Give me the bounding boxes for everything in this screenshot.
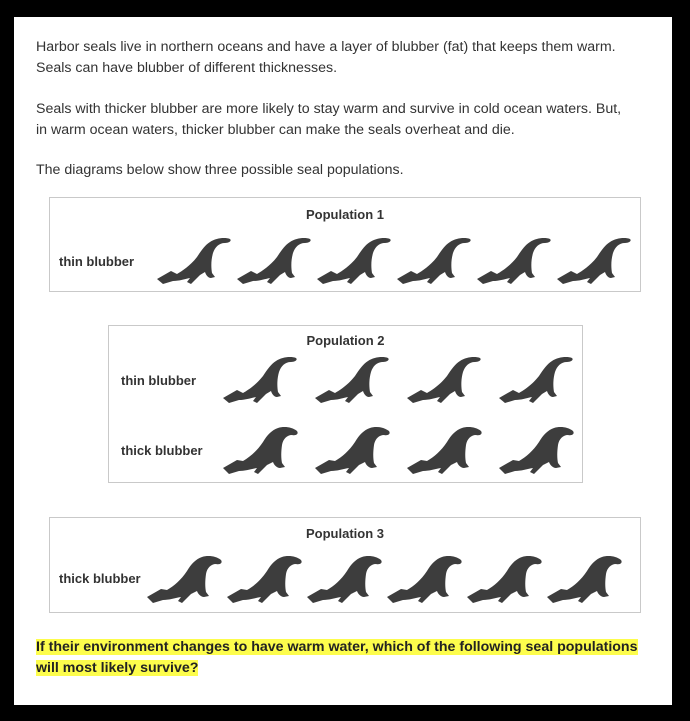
row-label: thick blubber xyxy=(121,443,203,458)
thick-seal-icon xyxy=(405,422,483,476)
intro-paragraph-1 xyxy=(36,37,661,79)
thin-seal-icon xyxy=(555,233,633,287)
question-text xyxy=(36,637,651,679)
thin-seal-icon xyxy=(405,352,483,406)
thin-seal-icon xyxy=(315,233,393,287)
thick-seal-icon xyxy=(305,551,383,605)
intro-line: Seals can have blubber of different thicknesses. xyxy=(36,60,338,76)
thin-seal-icon xyxy=(475,233,553,287)
thin-seal-icon xyxy=(497,352,575,406)
intro-line: in warm ocean waters, thicker blubber can make the seals overheat and die. xyxy=(36,122,515,138)
row-label: thin blubber xyxy=(59,254,135,269)
row-label: thin blubber xyxy=(121,373,197,388)
intro-line: Seals with thicker blubber are more likely to stay warm and survive in cold ocean waters. But, xyxy=(36,101,622,117)
intro-paragraph-2 xyxy=(36,99,661,141)
intro-line: Harbor seals live in northern oceans and have a layer of blubber (fat) that keeps them warm. xyxy=(36,39,616,55)
thick-seal-icon xyxy=(497,422,575,476)
population-title: Population 3 xyxy=(306,526,384,541)
worksheet-page xyxy=(14,17,672,705)
thin-seal-icon xyxy=(155,233,233,287)
population-title: Population 1 xyxy=(306,207,384,222)
question-line: If their environment changes to have warm water, which of the following seal populations xyxy=(36,639,638,655)
thick-seal-icon xyxy=(465,551,543,605)
thick-seal-icon xyxy=(145,551,223,605)
thick-seal-icon xyxy=(385,551,463,605)
row-label: thick blubber xyxy=(59,571,141,586)
thick-seal-icon xyxy=(313,422,391,476)
thin-seal-icon xyxy=(221,352,299,406)
thin-seal-icon xyxy=(235,233,313,287)
intro-paragraph-3: The diagrams below show three possible seal populations. xyxy=(36,162,404,178)
thin-seal-icon xyxy=(395,233,473,287)
population-3-panel xyxy=(49,517,641,613)
question-line: will most likely survive? xyxy=(36,660,199,676)
population-1-panel xyxy=(49,197,641,292)
population-title: Population 2 xyxy=(306,333,385,348)
thick-seal-icon xyxy=(545,551,623,605)
population-2-panel xyxy=(108,325,583,483)
thin-seal-icon xyxy=(313,352,391,406)
thick-seal-icon xyxy=(221,422,299,476)
thick-seal-icon xyxy=(225,551,303,605)
